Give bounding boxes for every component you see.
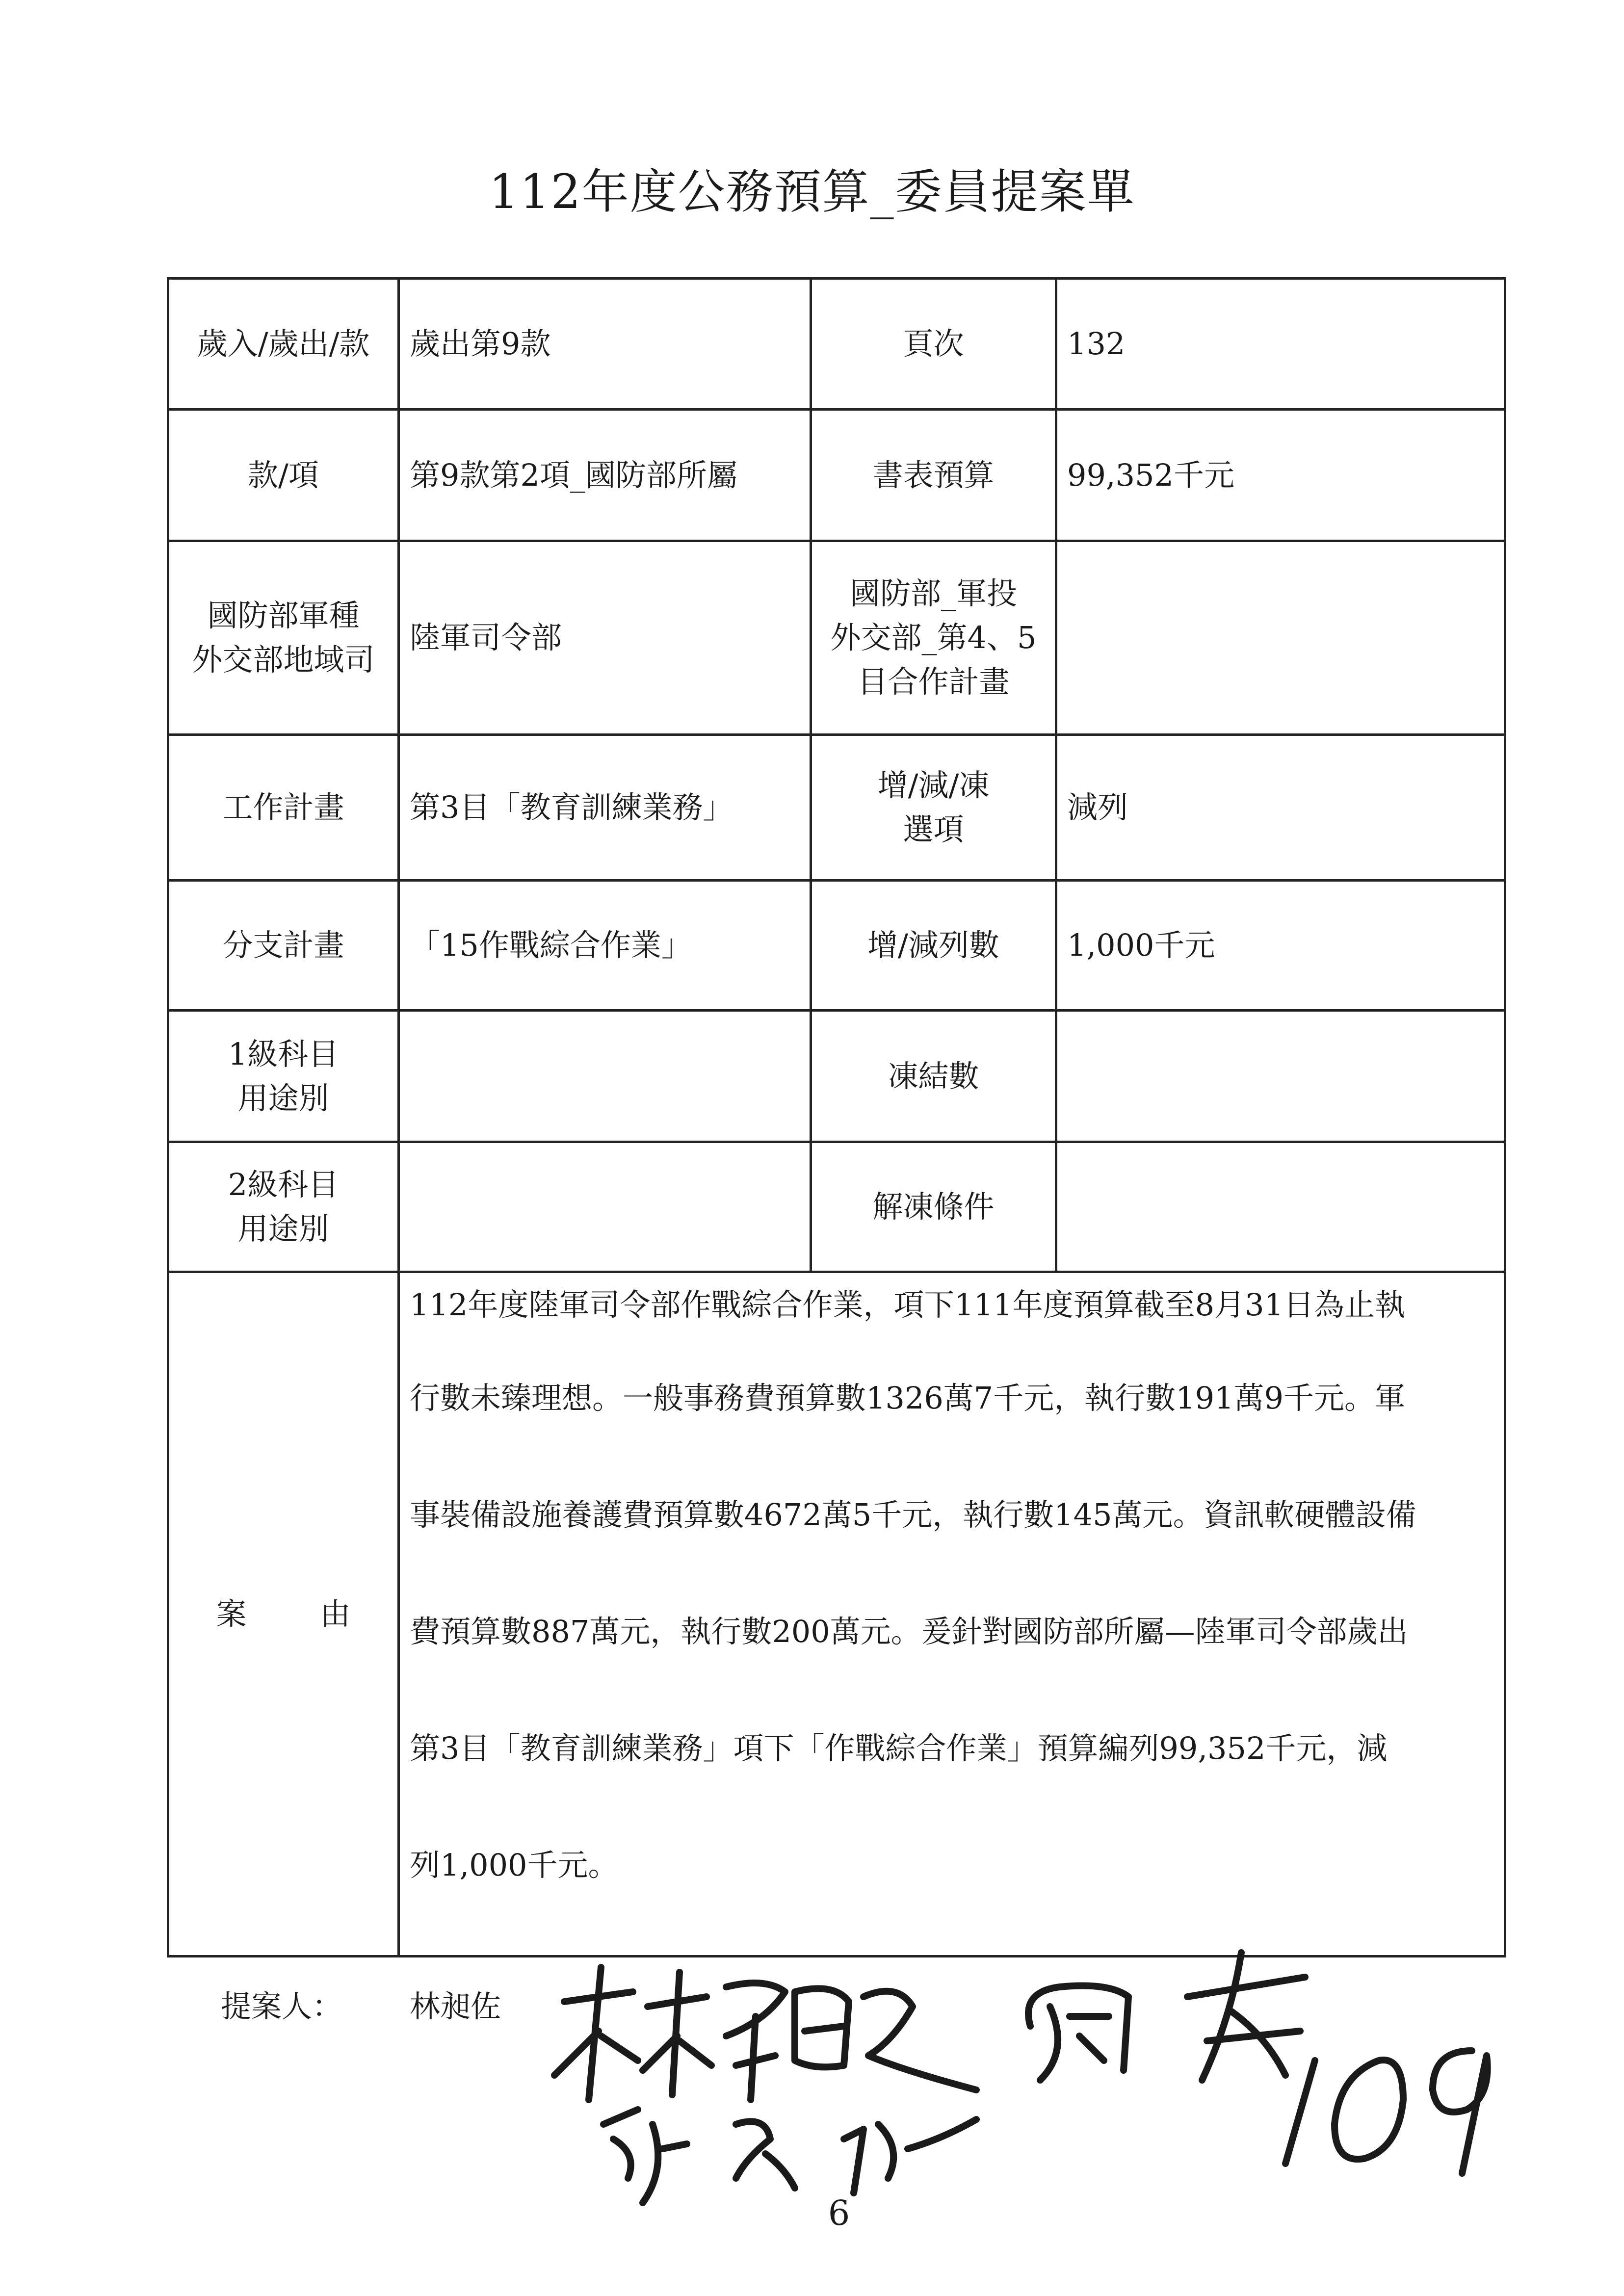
label-freeze-amount: 凍結數 — [811, 1011, 1056, 1142]
label-cooperation-line1: 國防部_軍投 — [849, 575, 1017, 612]
proposer-label: 提案人： — [221, 1988, 343, 2024]
reason-line: 第3目「教育訓練業務」項下「作戰綜合作業」預算編列99,352千元，減 — [410, 1730, 1388, 1766]
page-title: 112年度公務預算_委員提案單 — [489, 164, 1135, 219]
reason-line: 112年度陸軍司令部作戰綜合作業，項下111年度預算截至8月31日為止執 — [410, 1287, 1406, 1323]
signature-first — [554, 1967, 976, 2100]
reason-line: 費預算數887萬元，執行數200萬元。爰針對國防部所屬—陸軍司令部歲出 — [410, 1614, 1408, 1649]
value-option: 減列 — [1056, 735, 1505, 881]
value-category: 歲出第9款 — [399, 279, 811, 410]
page-number: 6 — [828, 2193, 850, 2233]
proposer-name: 林昶佐 — [410, 1988, 501, 2024]
value-agency: 陸軍司令部 — [399, 541, 811, 735]
label-work-plan: 工作計畫 — [168, 735, 399, 881]
value-work-plan: 第3目「教育訓練業務」 — [399, 735, 811, 881]
label-budget: 書表預算 — [811, 410, 1056, 541]
label-cooperation-line2: 外交部_第4、5 — [830, 620, 1037, 656]
value-section: 第9款第2項_國防部所屬 — [399, 410, 811, 541]
value-page: 132 — [1056, 279, 1505, 410]
label-level1-line2: 用途別 — [237, 1080, 329, 1116]
label-level1-line1: 1級科目 — [228, 1036, 339, 1072]
label-category: 歲入/歲出/款 — [168, 279, 399, 410]
label-page: 頁次 — [811, 279, 1056, 410]
label-section: 款/項 — [168, 410, 399, 541]
signature-third — [603, 2110, 976, 2203]
value-change-amount: 1,000千元 — [1056, 881, 1505, 1011]
label-cooperation-line3: 目合作計畫 — [857, 663, 1010, 700]
label-reason-char2: 由 — [320, 1596, 351, 1632]
handwritten-number-text: 109 — [1379, 2130, 1388, 2136]
value-budget: 99,352千元 — [1056, 410, 1505, 541]
label-level2-line1: 2級科目 — [228, 1167, 339, 1203]
reason-line: 行數未臻理想。一般事務費預算數1326萬7千元，執行數191萬9千元。軍 — [410, 1380, 1406, 1416]
label-option-line1: 增/減/凍 — [877, 767, 990, 804]
label-change-amount: 增/減列數 — [811, 881, 1056, 1011]
value-branch-plan: 「15作戰綜合作業」 — [399, 881, 811, 1011]
label-unfreeze-condition: 解凍條件 — [811, 1142, 1056, 1272]
signature-second — [1028, 1953, 1305, 2080]
label-agency-line2: 外交部地域司 — [192, 642, 375, 678]
reason-line: 列1,000千元。 — [410, 1847, 619, 1883]
handwritten-number-109 — [1285, 2051, 1488, 2173]
label-level2-line2: 用途別 — [237, 1211, 329, 1247]
label-reason-char1: 案 — [216, 1596, 247, 1632]
label-option-line2: 選項 — [903, 811, 964, 847]
label-agency-line1: 國防部軍種 — [207, 598, 360, 634]
label-branch-plan: 分支計畫 — [168, 881, 399, 1011]
reason-line: 事裝備設施養護費預算數4672萬5千元，執行數145萬元。資訊軟硬體設備 — [410, 1497, 1416, 1533]
